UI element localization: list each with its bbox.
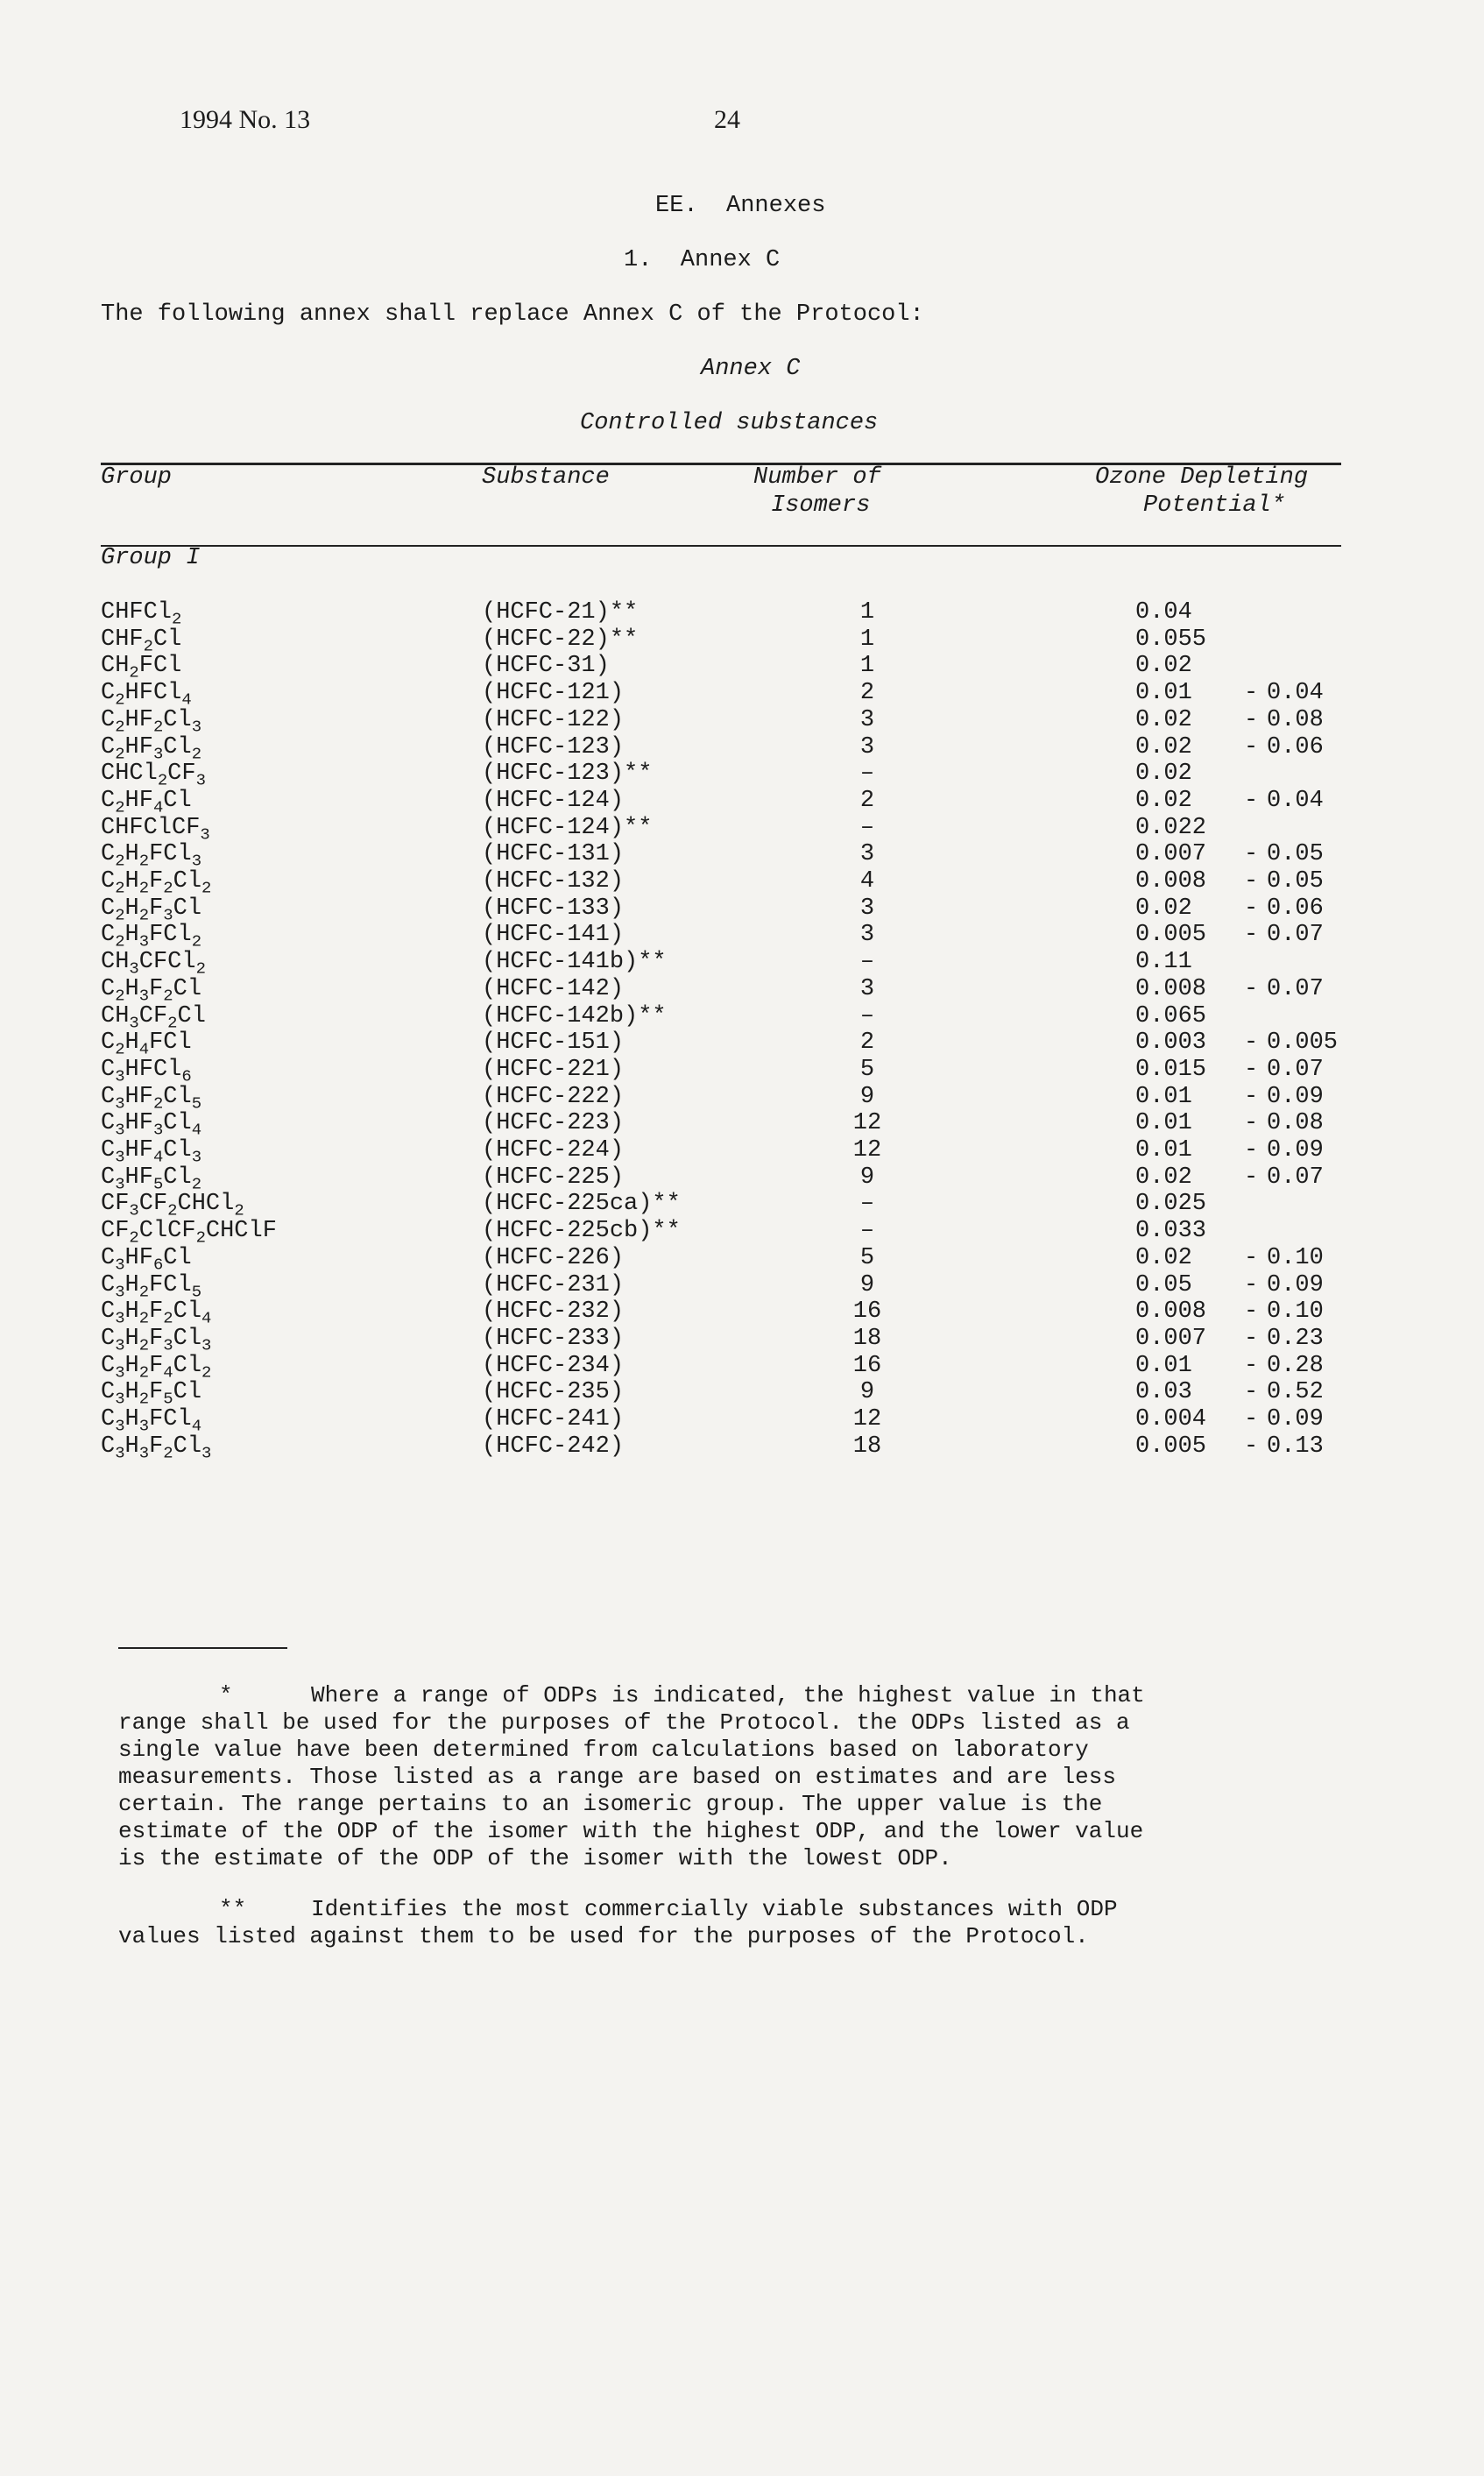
formula-cell: $C_3H_2F_3Cl_3$ xyxy=(101,1325,212,1355)
range-dash: - xyxy=(1244,706,1259,733)
table-row xyxy=(0,1352,1484,1383)
column-header-substance: Substance xyxy=(482,464,610,491)
isomers-cell: 1 xyxy=(859,653,875,680)
column-header-odp: Ozone Depleting xyxy=(1095,464,1309,491)
odp-value-cell: 0.022 xyxy=(1135,814,1207,841)
footnote-star-marker: * xyxy=(219,1682,233,1708)
table-row xyxy=(0,1083,1484,1114)
column-header-odp-line2: Potential* xyxy=(1143,492,1286,519)
column-header-group: Group xyxy=(101,464,173,491)
formula-cell: $C_2H_2F_2Cl_2$ xyxy=(101,868,212,898)
formula-cell: $C_3HF_2Cl_5$ xyxy=(101,1083,202,1114)
isomers-cell: 3 xyxy=(859,706,875,733)
isomers-cell: 2 xyxy=(859,680,875,707)
table-row xyxy=(0,1191,1484,1218)
formula-cell: $C_2HF_3Cl_2$ xyxy=(101,733,202,764)
odp-value-cell: 0.02 xyxy=(1135,706,1192,733)
isomers-cell: 9 xyxy=(859,1271,875,1298)
odp-upper-cell: 0.04 xyxy=(1267,787,1324,814)
table-row xyxy=(0,975,1484,1006)
table-row xyxy=(0,733,1484,764)
substance-cell: (HCFC-226) xyxy=(482,1244,625,1271)
footnote-line: single value have been determined from calculations based on laboratory xyxy=(118,1737,1089,1763)
footnote-line: range shall be used for the purposes of the Protocol. the ODPs listed as a xyxy=(118,1709,1130,1736)
odp-value-cell: 0.005 xyxy=(1135,922,1207,949)
substance-cell: (HCFC-223) xyxy=(482,1110,625,1137)
table-row xyxy=(0,1271,1484,1302)
isomers-cell: 3 xyxy=(859,733,875,760)
odp-value-cell: 0.007 xyxy=(1135,1325,1207,1352)
odp-value-cell: 0.02 xyxy=(1135,653,1192,680)
substance-cell: (HCFC-124)** xyxy=(482,814,653,841)
formula-cell: $C_3HF_3Cl_4$ xyxy=(101,1110,202,1140)
odp-value-cell: 0.01 xyxy=(1135,680,1192,707)
formula-cell: $CF_3CF_2CHCl_2$ xyxy=(101,1191,244,1220)
annex-title: Annex C xyxy=(701,356,801,382)
substance-cell: (HCFC-121) xyxy=(482,680,625,707)
substance-cell: (HCFC-221) xyxy=(482,1056,625,1083)
formula-cell: $C_3H_2F_5Cl$ xyxy=(101,1379,202,1409)
footnote-separator xyxy=(118,1647,287,1649)
odp-upper-cell: 0.005 xyxy=(1267,1029,1339,1057)
isomers-cell: 16 xyxy=(852,1352,882,1379)
substance-cell: (HCFC-241) xyxy=(482,1406,625,1433)
odp-upper-cell: 0.08 xyxy=(1267,706,1324,733)
isomers-cell: 5 xyxy=(859,1056,875,1083)
odp-value-cell: 0.065 xyxy=(1135,1002,1207,1029)
odp-value-cell: 0.03 xyxy=(1135,1379,1192,1406)
odp-value-cell: 0.01 xyxy=(1135,1083,1192,1110)
range-dash: - xyxy=(1244,1137,1259,1164)
footnote-line: estimate of the ODP of the isomer with the highest ODP, and the lower value xyxy=(118,1818,1144,1844)
substance-cell: (HCFC-31) xyxy=(482,653,610,680)
range-dash: - xyxy=(1244,1244,1259,1271)
formula-cell: $C_3HF_5Cl_2$ xyxy=(101,1164,202,1194)
table-row xyxy=(0,1137,1484,1167)
isomers-cell: 3 xyxy=(859,975,875,1002)
odp-value-cell: 0.003 xyxy=(1135,1029,1207,1057)
odp-value-cell: 0.005 xyxy=(1135,1433,1207,1460)
isomers-cell: 9 xyxy=(859,1164,875,1191)
substance-cell: (HCFC-22)** xyxy=(482,626,639,653)
table-row xyxy=(0,1164,1484,1192)
column-header-isomers: Number of xyxy=(753,464,881,491)
isomers-cell: 18 xyxy=(852,1433,882,1460)
odp-value-cell: 0.11 xyxy=(1135,949,1192,976)
table-row xyxy=(0,1298,1484,1326)
odp-value-cell: 0.008 xyxy=(1135,868,1207,895)
table-row xyxy=(0,1433,1484,1461)
isomers-cell: 3 xyxy=(859,922,875,949)
table-row xyxy=(0,1244,1484,1275)
table-row xyxy=(0,599,1484,629)
formula-cell: $CH_3CF_2Cl$ xyxy=(101,1002,206,1033)
isomers-cell: 12 xyxy=(852,1406,882,1433)
substance-cell: (HCFC-242) xyxy=(482,1433,625,1460)
range-dash: - xyxy=(1244,1325,1259,1352)
substance-cell: (HCFC-235) xyxy=(482,1379,625,1406)
subsection-heading-text: 1. Annex C xyxy=(624,247,781,273)
footnote-line: measurements. Those listed as a range are based on estimates and are less xyxy=(118,1764,1116,1790)
formula-cell: $C_3H_2FCl_5$ xyxy=(101,1271,202,1302)
range-dash: - xyxy=(1244,975,1259,1002)
table-row xyxy=(0,1326,1484,1353)
isomers-cell: 2 xyxy=(859,787,875,814)
odp-upper-cell: 0.09 xyxy=(1267,1271,1324,1298)
odp-value-cell: 0.02 xyxy=(1135,1164,1192,1191)
formula-cell: $CH_2FCl$ xyxy=(101,653,182,683)
isomers-cell: 18 xyxy=(852,1325,882,1352)
formula-cell: $C_3H_2F_2Cl_4$ xyxy=(101,1298,212,1328)
table-row xyxy=(0,653,1484,683)
substance-cell: (HCFC-142b)** xyxy=(482,1002,667,1029)
odp-upper-cell: 0.23 xyxy=(1267,1325,1324,1352)
substance-cell: (HCFC-141) xyxy=(482,922,625,949)
isomers-cell: 3 xyxy=(859,895,875,922)
odp-upper-cell: 0.07 xyxy=(1267,1164,1324,1191)
substance-cell: (HCFC-225ca)** xyxy=(482,1191,681,1218)
odp-value-cell: 0.02 xyxy=(1135,733,1192,760)
isomers-cell: 9 xyxy=(859,1083,875,1110)
isomers-cell: – xyxy=(859,814,875,841)
page-number: 24 xyxy=(714,105,740,134)
table-row xyxy=(0,949,1484,979)
odp-value-cell: 0.02 xyxy=(1135,1244,1192,1271)
formula-cell: $C_2H_4FCl$ xyxy=(101,1029,192,1059)
formula-cell: $C_2H_3F_2Cl$ xyxy=(101,975,202,1006)
table-row xyxy=(0,922,1484,949)
odp-value-cell: 0.02 xyxy=(1135,760,1192,788)
table-row xyxy=(0,814,1484,845)
table-row xyxy=(0,706,1484,737)
odp-value-cell: 0.025 xyxy=(1135,1191,1207,1218)
odp-upper-cell: 0.13 xyxy=(1267,1433,1324,1460)
formula-cell: $C_2H_3FCl_2$ xyxy=(101,922,202,951)
odp-upper-cell: 0.08 xyxy=(1267,1110,1324,1137)
range-dash: - xyxy=(1244,1379,1259,1406)
table-row xyxy=(0,895,1484,923)
footnote-line: is the estimate of the ODP of the isomer with the lowest ODP. xyxy=(118,1845,952,1871)
range-dash: - xyxy=(1244,1056,1259,1083)
substance-cell: (HCFC-232) xyxy=(482,1298,625,1326)
odp-upper-cell: 0.07 xyxy=(1267,975,1324,1002)
odp-value-cell: 0.008 xyxy=(1135,975,1207,1002)
odp-value-cell: 0.01 xyxy=(1135,1137,1192,1164)
table-row xyxy=(0,1002,1484,1033)
isomers-cell: 12 xyxy=(852,1110,882,1137)
odp-value-cell: 0.02 xyxy=(1135,787,1192,814)
range-dash: - xyxy=(1244,1271,1259,1298)
footnote-line: Identifies the most commercially viable substances with ODP xyxy=(311,1896,1118,1922)
odp-upper-cell: 0.09 xyxy=(1267,1406,1324,1433)
substance-cell: (HCFC-224) xyxy=(482,1137,625,1164)
range-dash: - xyxy=(1244,1433,1259,1460)
substance-cell: (HCFC-133) xyxy=(482,895,625,922)
footnote-double-star-marker: ** xyxy=(219,1896,247,1922)
range-dash: - xyxy=(1244,1083,1259,1110)
odp-upper-cell: 0.09 xyxy=(1267,1083,1324,1110)
isomers-cell: 9 xyxy=(859,1379,875,1406)
isomers-cell: 12 xyxy=(852,1137,882,1164)
section-heading-text: EE. Annexes xyxy=(655,193,826,219)
odp-value-cell: 0.01 xyxy=(1135,1352,1192,1379)
range-dash: - xyxy=(1244,733,1259,760)
table-row xyxy=(0,1110,1484,1140)
odp-upper-cell: 0.09 xyxy=(1267,1137,1324,1164)
footnote-line: certain. The range pertains to an isomeric group. The upper value is the xyxy=(118,1791,1103,1817)
formula-cell: $C_3H_3F_2Cl_3$ xyxy=(101,1433,212,1463)
range-dash: - xyxy=(1244,922,1259,949)
table-row xyxy=(0,1029,1484,1057)
range-dash: - xyxy=(1244,787,1259,814)
substance-cell: (HCFC-231) xyxy=(482,1271,625,1298)
odp-upper-cell: 0.28 xyxy=(1267,1352,1324,1379)
isomers-cell: 5 xyxy=(859,1244,875,1271)
formula-cell: $CF_2ClCF_2CHClF$ xyxy=(101,1218,277,1248)
column-header-isomers-line2: Isomers xyxy=(771,492,871,519)
odp-value-cell: 0.055 xyxy=(1135,626,1207,653)
substance-cell: (HCFC-234) xyxy=(482,1352,625,1379)
footnote-line: values listed against them to be used for the purposes of the Protocol. xyxy=(118,1923,1089,1949)
odp-upper-cell: 0.04 xyxy=(1267,680,1324,707)
substance-cell: (HCFC-225cb)** xyxy=(482,1218,681,1245)
isomers-cell: 1 xyxy=(859,626,875,653)
formula-cell: $CHCl_2CF_3$ xyxy=(101,760,206,790)
odp-upper-cell: 0.52 xyxy=(1267,1379,1324,1406)
odp-upper-cell: 0.06 xyxy=(1267,733,1324,760)
substance-cell: (HCFC-21)** xyxy=(482,599,639,626)
formula-cell: $CH_3CFCl_2$ xyxy=(101,949,206,979)
formula-cell: $C_2H_2FCl_3$ xyxy=(101,841,202,871)
substance-cell: (HCFC-222) xyxy=(482,1083,625,1110)
formula-cell: $C_3HFCl_6$ xyxy=(101,1056,192,1086)
odp-value-cell: 0.04 xyxy=(1135,599,1192,626)
formula-cell: $C_2H_2F_3Cl$ xyxy=(101,895,202,925)
odp-upper-cell: 0.07 xyxy=(1267,922,1324,949)
table-caption: Controlled substances xyxy=(580,410,879,436)
formula-cell: $C_2HFCl_4$ xyxy=(101,680,192,710)
range-dash: - xyxy=(1244,1029,1259,1057)
odp-value-cell: 0.01 xyxy=(1135,1110,1192,1137)
isomers-cell: 16 xyxy=(852,1298,882,1326)
table-row xyxy=(0,1406,1484,1436)
document-reference: 1994 No. 13 xyxy=(180,105,311,134)
substance-cell: (HCFC-131) xyxy=(482,841,625,868)
group-label: Group I xyxy=(101,545,201,571)
substance-cell: (HCFC-141b)** xyxy=(482,949,667,976)
isomers-cell: 4 xyxy=(859,868,875,895)
substance-cell: (HCFC-233) xyxy=(482,1325,625,1352)
intro-paragraph: The following annex shall replace Annex C of the Protocol: xyxy=(101,301,924,328)
table-row xyxy=(0,868,1484,898)
substance-cell: (HCFC-132) xyxy=(482,868,625,895)
isomers-cell: – xyxy=(859,760,875,788)
formula-cell: CHFClCF$_3$ xyxy=(101,814,210,845)
isomers-cell: 2 xyxy=(859,1029,875,1057)
table-row xyxy=(0,1379,1484,1409)
range-dash: - xyxy=(1244,868,1259,895)
table-row xyxy=(0,788,1484,815)
odp-upper-cell: 0.07 xyxy=(1267,1056,1324,1083)
odp-value-cell: 0.02 xyxy=(1135,895,1192,922)
formula-cell: $C_2HF_4Cl$ xyxy=(101,787,192,817)
range-dash: - xyxy=(1244,895,1259,922)
table-row xyxy=(0,1218,1484,1248)
isomers-cell: 1 xyxy=(859,599,875,626)
range-dash: - xyxy=(1244,680,1259,707)
isomers-cell: – xyxy=(859,1218,875,1245)
formula-cell: CHFCl$_2$ xyxy=(101,599,182,629)
substance-cell: (HCFC-124) xyxy=(482,787,625,814)
substance-cell: (HCFC-151) xyxy=(482,1029,625,1057)
range-dash: - xyxy=(1244,1352,1259,1379)
table-row xyxy=(0,841,1484,871)
formula-cell: $C_3HF_4Cl_3$ xyxy=(101,1137,202,1167)
isomers-cell: – xyxy=(859,1002,875,1029)
odp-upper-cell: 0.10 xyxy=(1267,1298,1324,1326)
substance-cell: (HCFC-123) xyxy=(482,733,625,760)
range-dash: - xyxy=(1244,841,1259,868)
isomers-cell: 3 xyxy=(859,841,875,868)
odp-value-cell: 0.007 xyxy=(1135,841,1207,868)
formula-cell: $C_3H_2F_4Cl_2$ xyxy=(101,1352,212,1383)
odp-value-cell: 0.004 xyxy=(1135,1406,1207,1433)
formula-cell: $CHF_2Cl$ xyxy=(101,626,182,656)
odp-upper-cell: 0.06 xyxy=(1267,895,1324,922)
formula-cell: $C_3H_3FCl_4$ xyxy=(101,1406,202,1436)
substance-cell: (HCFC-123)** xyxy=(482,760,653,788)
odp-value-cell: 0.033 xyxy=(1135,1218,1207,1245)
odp-value-cell: 0.015 xyxy=(1135,1056,1207,1083)
odp-upper-cell: 0.10 xyxy=(1267,1244,1324,1271)
formula-cell: $C_2HF_2Cl_3$ xyxy=(101,706,202,737)
range-dash: - xyxy=(1244,1406,1259,1433)
range-dash: - xyxy=(1244,1298,1259,1326)
range-dash: - xyxy=(1244,1110,1259,1137)
isomers-cell: – xyxy=(859,949,875,976)
table-row xyxy=(0,626,1484,654)
odp-value-cell: 0.008 xyxy=(1135,1298,1207,1326)
formula-cell: $C_3HF_6Cl$ xyxy=(101,1244,192,1275)
odp-upper-cell: 0.05 xyxy=(1267,868,1324,895)
isomers-cell: – xyxy=(859,1191,875,1218)
substance-cell: (HCFC-225) xyxy=(482,1164,625,1191)
odp-upper-cell: 0.05 xyxy=(1267,841,1324,868)
table-row xyxy=(0,1057,1484,1084)
substance-cell: (HCFC-142) xyxy=(482,975,625,1002)
table-row xyxy=(0,680,1484,710)
footnote-line: Where a range of ODPs is indicated, the highest value in that xyxy=(311,1682,1145,1708)
range-dash: - xyxy=(1244,1164,1259,1191)
substance-cell: (HCFC-122) xyxy=(482,706,625,733)
table-row xyxy=(0,760,1484,788)
odp-value-cell: 0.05 xyxy=(1135,1271,1192,1298)
